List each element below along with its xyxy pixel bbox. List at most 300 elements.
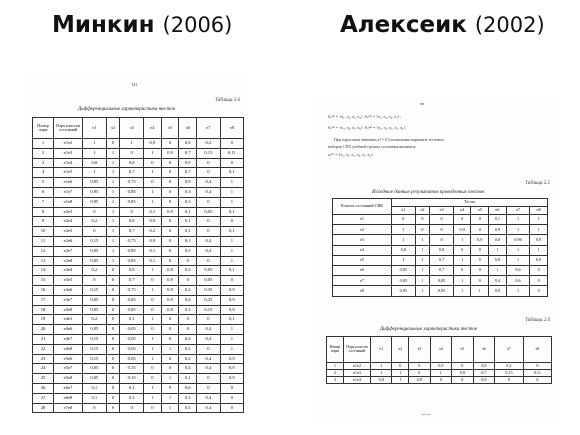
table-cell: 0,05 <box>197 266 221 276</box>
table-cell: 0 <box>220 158 243 168</box>
table-cell: 7 <box>33 197 54 207</box>
table-cell: 0,7 <box>120 168 144 178</box>
table-cell: 10 <box>33 227 54 237</box>
table-cell: 1 <box>106 158 120 168</box>
table-cell: 0 <box>161 334 179 344</box>
table-cell: 1 <box>144 315 162 325</box>
table-cell: 1 <box>120 139 144 149</box>
table-cell: 1 <box>106 246 120 256</box>
table-row <box>327 363 552 370</box>
table-cell: e3e6 <box>54 285 83 295</box>
table-row <box>33 217 244 227</box>
table-row <box>33 315 244 325</box>
table-header-cell: π3 <box>120 118 144 139</box>
table-cell: 0,7 <box>120 276 144 286</box>
table-cell: 0 <box>161 256 179 266</box>
alekseik-text-line: Sₙ⁽¹⁾ = {π₁, π₂, π₃, π₄}; Sₙ⁽²⁾ = {π₃, π₄, π₆, π₇}; <box>328 114 401 119</box>
table-cell: 0,9 <box>489 225 507 235</box>
table-cell: 0,4 <box>179 334 197 344</box>
alekseik-text-line: При пороговом значении aᵀ = 0,5 возможные варианты тестовых <box>334 137 445 142</box>
table-cell: 0,15 <box>120 364 144 374</box>
table-cell: 0,5 <box>179 246 197 256</box>
table-cell: 0,4 <box>197 187 221 197</box>
table-header-cell: π6 <box>489 207 507 215</box>
table-cell: 1 <box>220 256 243 266</box>
table-row <box>33 276 244 286</box>
table-row <box>333 265 548 275</box>
table-cell: 0 <box>106 325 120 335</box>
table-cell: 1 <box>220 246 243 256</box>
table-cell: 0 <box>197 158 221 168</box>
alekseik-table1-title: Исходные данные результатов проведенных тестов <box>372 190 485 195</box>
table-cell: 0,15 <box>83 344 107 354</box>
table-cell: 15 <box>33 276 54 286</box>
table-cell: 0 <box>452 363 473 370</box>
table-cell: 0 <box>197 344 221 354</box>
alekseik-table1 <box>332 198 548 297</box>
table-cell: 1 <box>161 344 179 354</box>
table-cell: 0,9 <box>220 305 243 315</box>
table-cell: 3 <box>33 158 54 168</box>
table-cell: 0 <box>197 383 221 393</box>
table-cell: 0,1 <box>144 207 162 217</box>
table-cell: 0 <box>106 315 120 325</box>
table-cell: 0 <box>523 363 551 370</box>
table-cell: 0 <box>144 374 162 384</box>
table-cell: e2e6 <box>54 236 83 246</box>
table-cell: 0,1 <box>179 374 197 384</box>
table-row <box>33 227 244 237</box>
table-cell: 0,3 <box>179 187 197 197</box>
table-cell: 0 <box>409 370 430 377</box>
table-cell: 0 <box>161 178 179 188</box>
table-cell: 0,15 <box>83 334 107 344</box>
table-cell: 0 <box>144 325 162 335</box>
table-cell: e1e7 <box>54 187 83 197</box>
table-cell: 0,8 <box>120 217 144 227</box>
table-cell: 0,05 <box>120 354 144 364</box>
table-cell: 0 <box>106 344 120 354</box>
table-header-cell: π7 <box>197 118 221 139</box>
table-cell: 0,1 <box>120 383 144 393</box>
table-cell: e2e3 <box>54 207 83 217</box>
table-cell: 0 <box>83 403 107 413</box>
table-cell: 0,4 <box>197 178 221 188</box>
table-cell: e2e5 <box>54 227 83 237</box>
table-cell: 0,9 <box>530 255 548 265</box>
table-cell: 1 <box>392 255 416 265</box>
table-cell: 21 <box>33 334 54 344</box>
table-cell: 1 <box>144 393 162 403</box>
table-cell: 0,2 <box>83 217 107 227</box>
table-cell: 0,8 <box>473 363 494 370</box>
table-cell: 0,4 <box>197 354 221 364</box>
table-cell: 0,05 <box>120 334 144 344</box>
table-header-cell: Пара классов состояний <box>54 118 83 139</box>
table-cell: 0,15 <box>495 370 524 377</box>
table-row <box>33 178 244 188</box>
table-cell: 20 <box>33 325 54 335</box>
table-cell: 0 <box>495 377 524 384</box>
table-cell: e7e8 <box>54 403 83 413</box>
table-cell: 0,1 <box>179 305 197 315</box>
table-cell: 0,11 <box>220 148 243 158</box>
table-cell: 0 <box>120 207 144 217</box>
table-cell: 1 <box>371 363 392 370</box>
table-cell: 1 <box>144 334 162 344</box>
table-cell: 0 <box>471 255 489 265</box>
table-header-cell: π2 <box>106 118 120 139</box>
table-cell: 0,4 <box>197 393 221 403</box>
table-cell: 0,4 <box>489 276 507 286</box>
table-cell: 0 <box>220 276 243 286</box>
table-cell: 1 <box>106 236 120 246</box>
table-cell: e2 <box>333 225 392 235</box>
table-row <box>333 215 548 225</box>
table-row <box>33 266 244 276</box>
table-cell: 0,9 <box>220 354 243 364</box>
table-cell: 0 <box>144 364 162 374</box>
table-cell: 0,2 <box>179 344 197 354</box>
table-cell: 0,9 <box>220 374 243 384</box>
table-cell: 1 <box>489 265 507 275</box>
table-cell: e5 <box>333 255 392 265</box>
table-cell: 1 <box>489 245 507 255</box>
table-cell: 0 <box>415 225 430 235</box>
table-cell: 0,1 <box>144 256 162 266</box>
table-cell: 0,4 <box>197 236 221 246</box>
table-cell: 0 <box>144 403 162 413</box>
alekseik-table2-title: Дифференциальные характеристики тестов <box>380 327 477 332</box>
table-cell: 1 <box>106 148 120 158</box>
table-cell: 0 <box>197 227 221 237</box>
table-cell: 0 <box>120 403 144 413</box>
table-cell: 0 <box>430 215 454 225</box>
table-cell: 1 <box>392 370 409 377</box>
table-cell: 0 <box>471 225 489 235</box>
table-cell: 1 <box>161 374 179 384</box>
alekseik-page-number: ча <box>420 101 425 106</box>
table-cell: 0,5 <box>179 403 197 413</box>
table-cell: 1 <box>415 265 430 275</box>
table-cell: 1 <box>220 344 243 354</box>
table-row <box>33 197 244 207</box>
table-cell: 0,85 <box>83 178 107 188</box>
table-cell: 8 <box>33 207 54 217</box>
table-cell: 0,4 <box>197 246 221 256</box>
table-header-cell: π4 <box>144 118 162 139</box>
table-header-cell: π2 <box>415 207 430 215</box>
table-cell: 0,8 <box>371 377 392 384</box>
table-row <box>33 344 244 354</box>
table-cell: 22 <box>33 344 54 354</box>
table-cell: e1e6 <box>54 178 83 188</box>
table-cell: 26 <box>33 383 54 393</box>
minkin-table-title: Дифференциальные характеристики тестов <box>78 107 175 112</box>
table-cell: 0,85 <box>120 256 144 266</box>
table-cell: 0,05 <box>120 344 144 354</box>
table-cell: 1 <box>161 403 179 413</box>
table-cell: 0 <box>106 334 120 344</box>
table-cell: 0 <box>530 286 548 296</box>
table-cell: e3e8 <box>54 305 83 315</box>
table-cell: 0,9 <box>430 363 451 370</box>
table-cell: e6e7 <box>54 383 83 393</box>
table-cell: 1 <box>453 286 471 296</box>
table-cell: 0,8 <box>489 255 507 265</box>
table-cell: 0 <box>415 215 430 225</box>
table-cell: 0 <box>179 315 197 325</box>
table-cell: 23 <box>33 354 54 364</box>
table-header-cell: π7 <box>495 337 524 363</box>
table-row <box>33 158 244 168</box>
table-cell: 0 <box>392 363 409 370</box>
table-cell: e3e7 <box>54 295 83 305</box>
table-cell: e5e7 <box>54 364 83 374</box>
table-cell: 0,4 <box>197 403 221 413</box>
table-cell: 0,1 <box>179 227 197 237</box>
table-cell: 0 <box>106 383 120 393</box>
table-header-cell: π1 <box>83 118 107 139</box>
table-cell: 16 <box>33 285 54 295</box>
table-cell: 1 <box>220 236 243 246</box>
table-cell: 0,4 <box>179 295 197 305</box>
table-cell: 1 <box>106 197 120 207</box>
table-cell: 0 <box>530 276 548 286</box>
table-cell: 0,1 <box>179 393 197 403</box>
table-cell: 0,85 <box>392 265 416 275</box>
table-cell: 0,05 <box>83 256 107 266</box>
heading-minkin <box>52 12 232 38</box>
table-cell: 0 <box>430 225 454 235</box>
table-header-cell: π5 <box>161 118 179 139</box>
table-cell: 0,6 <box>179 383 197 393</box>
table-cell: 1 <box>415 245 430 255</box>
table-header-cell: π2 <box>392 337 409 363</box>
table-cell: 0 <box>220 383 243 393</box>
table-cell: 0,85 <box>430 276 454 286</box>
table-cell: 0,9 <box>144 236 162 246</box>
table-cell: 1 <box>144 168 162 178</box>
alekseik-text-line: Sₙ⁽³⁾ = {π₃, π₆, π₇, π₈}; Sₙ⁽⁴⁾ = {π₂, π₃, π₅, π₇, π₈}. <box>328 125 407 130</box>
table-row <box>327 377 552 384</box>
table-cell: 0,11 <box>523 370 551 377</box>
table-cell: 0 <box>106 139 120 149</box>
table-cell: 0,4 <box>197 334 221 344</box>
table-cell: 0 <box>161 158 179 168</box>
table-cell: 0,9 <box>452 370 473 377</box>
table-cell: 0 <box>471 276 489 286</box>
minkin-table <box>32 117 244 413</box>
table-cell: 0,05 <box>197 276 221 286</box>
table-cell: e5e8 <box>54 374 83 384</box>
table-cell: 0,9 <box>144 139 162 149</box>
table-cell: 1 <box>220 325 243 335</box>
table-cell: 0 <box>144 276 162 286</box>
heading-alekseik-year: (2002) <box>474 13 545 37</box>
table-cell: 0 <box>471 215 489 225</box>
table-cell: 1 <box>220 178 243 188</box>
table-cell: 1 <box>220 187 243 197</box>
table-cell: 0 <box>83 276 107 286</box>
table-header-cell: Пара классов состояний <box>344 337 371 363</box>
table-cell: e4e6 <box>54 325 83 335</box>
table-row <box>33 374 244 384</box>
table-cell: 24 <box>33 364 54 374</box>
table-cell: 0,9 <box>179 178 197 188</box>
table-cell: 0,9 <box>473 377 494 384</box>
table-cell: 1 <box>453 235 471 245</box>
table-cell: 0,9 <box>161 295 179 305</box>
table-header-cell: π1 <box>392 207 416 215</box>
table-cell: e1e3 <box>54 148 83 158</box>
table-row <box>33 246 244 256</box>
table-cell: e3e4 <box>54 266 83 276</box>
table-cell: 0,1 <box>144 246 162 256</box>
table-cell: e2e8 <box>54 256 83 266</box>
table-cell: 0,05 <box>197 207 221 217</box>
table-cell: e3e5 <box>54 276 83 286</box>
table-cell: 0 <box>83 227 107 237</box>
table-row <box>33 364 244 374</box>
heading-alekseik <box>340 12 545 38</box>
table-cell: e4e5 <box>54 315 83 325</box>
table-cell: 0,2 <box>197 139 221 149</box>
table-cell: 0 <box>106 393 120 403</box>
table-cell: 0 <box>161 197 179 207</box>
table-cell: e1e4 <box>344 377 371 384</box>
table-cell: 0,9 <box>489 286 507 296</box>
table-cell: 0 <box>197 217 221 227</box>
table-cell: 1 <box>327 363 344 370</box>
table-cell: 0 <box>197 374 221 384</box>
table-row <box>333 276 548 286</box>
table-cell: 0,2 <box>179 266 197 276</box>
table-cell: 1 <box>506 286 530 296</box>
table-cell: 0 <box>144 158 162 168</box>
table-cell: 14 <box>33 266 54 276</box>
table-cell: e1e4 <box>54 158 83 168</box>
table-cell: 1 <box>144 148 162 158</box>
table-cell: 0,35 <box>197 295 221 305</box>
table-cell: 0,1 <box>179 236 197 246</box>
table-cell: 5 <box>33 178 54 188</box>
table-cell: 0 <box>106 266 120 276</box>
table-cell: 0,7 <box>473 370 494 377</box>
table-cell: 28 <box>33 403 54 413</box>
table-cell: 0 <box>430 235 454 245</box>
table-cell: e5e6 <box>54 354 83 364</box>
table-cell: 0,3 <box>179 197 197 207</box>
table-cell: e2e7 <box>54 246 83 256</box>
table-header-cell: π4 <box>453 207 471 215</box>
table-cell: 0 <box>197 168 221 178</box>
table-row <box>333 286 548 296</box>
table-cell: 0,6 <box>506 265 530 275</box>
table-cell: 0,95 <box>392 286 416 296</box>
table-cell: e3 <box>333 235 392 245</box>
table-cell: 13 <box>33 256 54 266</box>
table-header-cell: π1 <box>371 337 392 363</box>
alekseik-table2-label: Таблица 2.6 <box>525 318 550 323</box>
table-cell: 0 <box>197 315 221 325</box>
table-cell: 0,9 <box>161 148 179 158</box>
table-cell: 0 <box>430 377 451 384</box>
table-cell: 1 <box>106 217 120 227</box>
table-cell: 0 <box>220 217 243 227</box>
table-cell: 3 <box>327 377 344 384</box>
table-cell: 0,15 <box>120 374 144 384</box>
table-cell: 1 <box>33 139 54 149</box>
table-cell: 0,9 <box>161 266 179 276</box>
table-cell: 1 <box>106 178 120 188</box>
minkin-page-number: 141 <box>131 82 138 87</box>
alekseik-page-scan <box>318 98 558 420</box>
table-header-cell: π8 <box>530 207 548 215</box>
table-cell: e6e8 <box>54 393 83 403</box>
table-cell: 0,8 <box>430 245 454 255</box>
table-cell: 0,9 <box>471 235 489 245</box>
table-cell: 0,1 <box>220 315 243 325</box>
table-row <box>33 236 244 246</box>
table-cell: 0 <box>106 364 120 374</box>
table-cell: 0,8 <box>409 377 430 384</box>
table-cell: 0 <box>106 374 120 384</box>
table-cell: 0,85 <box>120 187 144 197</box>
table-cell: e1e2 <box>344 363 371 370</box>
table-cell: 0 <box>161 227 179 237</box>
table-cell: 1 <box>144 354 162 364</box>
table-cell: 0,1 <box>220 207 243 217</box>
table-cell: 17 <box>33 295 54 305</box>
table-cell: 0,2 <box>83 266 107 276</box>
table-cell: 0,05 <box>83 364 107 374</box>
table-cell: 1 <box>530 225 548 235</box>
table-cell: 0 <box>179 325 197 335</box>
table-cell: 0 <box>530 265 548 275</box>
table-cell: 0,9 <box>144 217 162 227</box>
table-cell: 0,1 <box>83 383 107 393</box>
table-cell: 0 <box>452 377 473 384</box>
alekseik-table2 <box>326 336 552 384</box>
table-header-cell: π6 <box>179 118 197 139</box>
table-cell: 0 <box>197 256 221 266</box>
table-cell: 0,7 <box>120 227 144 237</box>
minkin-page-scan <box>28 78 246 410</box>
heading-minkin-name: Минкин <box>52 12 155 38</box>
table-cell: 0 <box>220 393 243 403</box>
table-cell: 0,15 <box>197 305 221 315</box>
table-cell: 0 <box>453 265 471 275</box>
table-cell: 1 <box>144 383 162 393</box>
table-cell: 1 <box>106 187 120 197</box>
table-cell: e1e2 <box>54 139 83 149</box>
table-cell: 1 <box>415 255 430 265</box>
table-cell: 1 <box>144 187 162 197</box>
table-cell: 1 <box>106 168 120 178</box>
alekseik-table1-group-row <box>333 199 548 207</box>
table-cell: 18 <box>33 305 54 315</box>
table-cell: 0,15 <box>83 354 107 364</box>
table-cell: 0 <box>179 256 197 266</box>
table-cell: 0,2 <box>144 227 162 237</box>
table-cell: 0 <box>144 178 162 188</box>
table-cell: 19 <box>33 315 54 325</box>
table-cell: 1 <box>415 276 430 286</box>
table-cell: 1 <box>106 256 120 266</box>
alekseik-text-line: наборов СПХ учебной группы состояния являются: <box>328 144 417 149</box>
table-header-cell: π5 <box>471 207 489 215</box>
